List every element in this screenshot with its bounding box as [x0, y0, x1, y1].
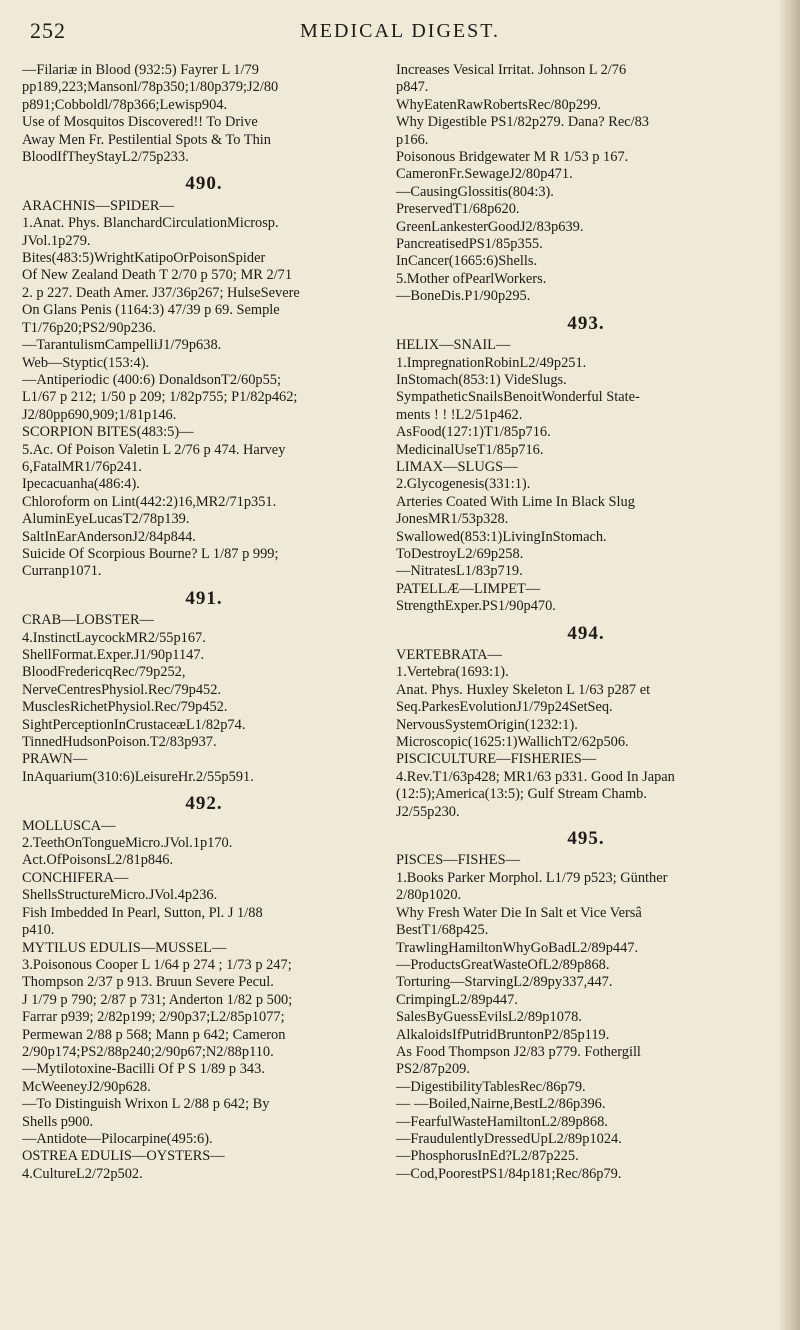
entry-line: Suicide Of Scorpious Bourne? L 1/87 p 999; — [22, 545, 279, 562]
entry-line: Seq.ParkesEvolutionJ1/79p24SetSeq. — [396, 699, 613, 716]
entry-line: ments ! ! !L2/51p462. — [396, 406, 523, 423]
entry-line: ShellsStructureMicro.JVol.4p236. — [22, 887, 218, 904]
entry-line: Permewan 2/88 p 568; Mann p 642; Cameron — [22, 1026, 286, 1043]
entry-line: TrawlingHamiltonWhyGoBadL2/89p447. — [396, 939, 639, 956]
entry-line: 3.Poisonous Cooper L 1/64 p 274 ; 1/73 p 247; — [22, 956, 292, 973]
entry-line: VERTEBRATA— — [396, 647, 502, 663]
page-header — [0, 18, 780, 52]
entry-line: InStomach(853:1) VideSlugs. — [396, 371, 567, 388]
entry-line: McWeeneyJ2/90p628. — [22, 1078, 151, 1095]
section-number: 494. — [567, 622, 605, 644]
entry-line: —ProductsGreatWasteOfL2/89p868. — [396, 956, 610, 973]
entry-line: PreservedT1/68p620. — [396, 201, 520, 218]
entry-line: — —Boiled,Nairne,BestL2/86p396. — [396, 1096, 606, 1113]
entry-line: 2. p 227. Death Amer. J37/36p267; HulseSevere — [22, 284, 300, 301]
entry-line: MedicinalUseT1/85p716. — [396, 441, 544, 458]
entry-line: —Antidote—Pilocarpine(495:6). — [22, 1130, 213, 1147]
entry-line: 2/80p1020. — [396, 887, 462, 904]
entry-line: p410. — [22, 922, 55, 939]
entry-line: J2/55p230. — [396, 803, 460, 820]
entry-line: —Cod,PoorestPS1/84p181;Rec/86p79. — [396, 1165, 622, 1182]
entry-line: JonesMR1/53p328. — [396, 511, 509, 528]
entry-line: CRAB—LOBSTER— — [22, 612, 154, 629]
entry-line: WhyEatenRawRobertsRec/80p299. — [396, 96, 602, 113]
running-title: MEDICAL DIGEST. — [300, 20, 500, 42]
entry-line: SympatheticSnailsBenoitWonderful State- — [396, 389, 640, 406]
entry-line: Chloroform on Lint(442:2)16,MR2/71p351. — [22, 493, 277, 510]
entry-line: —TarantulismCampelliJ1/79p638. — [22, 337, 222, 354]
entry-line: p166. — [396, 131, 429, 148]
entry-line: JVol.1p279. — [22, 232, 91, 249]
entry-line: Bites(483:5)WrightKatipoOrPoisonSpider — [22, 250, 266, 267]
entry-line: p847. — [396, 79, 429, 96]
entry-line: Of New Zealand Death T 2/70 p 570; MR 2/71 — [22, 267, 293, 284]
entry-line: —CausingGlossitis(804:3). — [396, 183, 554, 200]
right-column — [396, 62, 776, 1183]
entry-line: —FearfulWasteHamiltonL2/89p868. — [396, 1113, 608, 1130]
entry-line: PATELLÆ—LIMPET— — [396, 580, 541, 597]
entry-line: CrimpingL2/89p447. — [396, 991, 518, 1008]
section-number: 491. — [185, 587, 223, 609]
entry-line: 4.InstinctLaycockMR2/55p167. — [22, 629, 206, 646]
entry-line: —Mytilotoxine-Bacilli Of P S 1/89 p 343. — [22, 1061, 265, 1078]
entry-line: 1.Anat. Phys. BlanchardCirculationMicrosp. — [22, 215, 279, 232]
entry-line: MusclesRichetPhysiol.Rec/79p452. — [22, 699, 228, 716]
entry-line: —Antiperiodic (400:6) DonaldsonT2/60p55; — [22, 371, 281, 388]
entry-line: ToDestroyL2/69p258. — [396, 545, 524, 562]
entry-line: BestT1/68p425. — [396, 922, 489, 939]
entry-line: 6,FatalMR1/76p241. — [22, 458, 142, 475]
entry-line: 1.Vertebra(1693:1). — [396, 664, 509, 681]
entry-line: L1/67 p 212; 1/50 p 209; 1/82p755; P1/82p462; — [22, 389, 298, 406]
entry-line: —FraudulentlyDressedUpL2/89p1024. — [396, 1130, 622, 1147]
entry-line: MYTILUS EDULIS—MUSSEL— — [22, 939, 227, 956]
entry-line: Why Digestible PS1/82p279. Dana? Rec/83 — [396, 114, 649, 131]
entry-line: Away Men Fr. Pestilential Spots & To Thin — [22, 131, 271, 148]
entry-line: Poisonous Bridgewater M R 1/53 p 167. — [396, 149, 629, 166]
entry-line: CameronFr.SewageJ2/80p471. — [396, 166, 573, 183]
entry-line: SCORPION BITES(483:5)— — [22, 424, 194, 441]
entry-line: —DigestibilityTablesRec/86p79. — [396, 1078, 586, 1095]
entry-line: Shells p900. — [22, 1113, 94, 1130]
page-number: 252 — [30, 18, 66, 43]
entry-line: 5.Mother ofPearlWorkers. — [396, 270, 547, 287]
entry-line: OSTREA EDULIS—OYSTERS— — [22, 1148, 225, 1165]
entry-line: Microscopic(1625:1)WallichT2/62p506. — [396, 734, 629, 751]
entry-line: BloodFredericqRec/79p252, — [22, 664, 186, 681]
entry-line: SalesByGuessEvilsL2/89p1078. — [396, 1009, 582, 1026]
entry-line: 4.CultureL2/72p502. — [22, 1165, 143, 1182]
entry-line: AluminEyeLucasT2/78p139. — [22, 511, 190, 528]
entry-line: LIMAX—SLUGS— — [396, 458, 518, 475]
entry-line: Ipecacuanha(486:4). — [22, 476, 140, 493]
entry-line: Farrar p939; 2/82p199; 2/90p37;L2/85p1077; — [22, 1009, 285, 1026]
entry-line: Arteries Coated With Lime In Black Slug — [396, 493, 635, 510]
entry-line: 1.ImpregnationRobinL2/49p251. — [396, 354, 587, 371]
entry-line: CONCHIFERA— — [22, 869, 129, 886]
entry-line: J2/80pp690,909;1/81p146. — [22, 406, 177, 423]
entry-line: 4.Rev.T1/63p428; MR1/63 p331. Good In Japan — [396, 768, 675, 785]
entry-line: —Filariæ in Blood (932:5) Fayrer L 1/79 — [22, 62, 259, 78]
left-column — [22, 62, 386, 1183]
entry-line: 2/90p174;PS2/88p240;2/90p67;N2/88p110. — [22, 1043, 274, 1060]
entry-line: Act.OfPoisonsL2/81p846. — [22, 852, 174, 869]
entry-line: Thompson 2/37 p 913. Bruun Severe Pecul. — [22, 974, 274, 991]
page-edge-shadow — [780, 0, 800, 1330]
entry-line: —To Distinguish Wrixon L 2/88 p 642; By — [22, 1096, 270, 1113]
entry-line: Increases Vesical Irritat. Johnson L 2/76 — [396, 62, 627, 78]
entry-line: InAquarium(310:6)LeisureHr.2/55p591. — [22, 768, 254, 785]
entry-line: Web—Styptic(153:4). — [22, 354, 150, 371]
entry-line: PRAWN— — [22, 751, 88, 768]
entry-line: PancreatisedPS1/85p355. — [396, 236, 543, 253]
entry-line: T1/76p20;PS2/90p236. — [22, 319, 156, 336]
entry-line: HELIX—SNAIL— — [396, 337, 511, 354]
section-number: 493. — [567, 312, 605, 334]
section-number: 490. — [185, 173, 223, 195]
entry-line: pp189,223;Mansonl/78p350;1/80p379;J2/80 — [22, 79, 279, 96]
entry-line: Torturing—StarvingL2/89py337,447. — [396, 974, 613, 991]
entry-line: Swallowed(853:1)LivingInStomach. — [396, 528, 607, 545]
entry-line: TinnedHudsonPoison.T2/83p937. — [22, 734, 217, 751]
entry-line: Fish Imbedded In Pearl, Sutton, Pl. J 1/88 — [22, 904, 263, 921]
entry-line: On Glans Penis (1164:3) 47/39 p 69. Semple — [22, 302, 280, 319]
entry-line: —NitratesL1/83p719. — [396, 563, 523, 580]
entry-line: AlkaloidsIfPutridBruntonP2/85p119. — [396, 1026, 610, 1043]
entry-line: Anat. Phys. Huxley Skeleton L 1/63 p287 et — [396, 681, 651, 698]
entry-line: J 1/79 p 790; 2/87 p 731; Anderton 1/82 p 500; — [22, 991, 293, 1008]
entry-line: AsFood(127:1)T1/85p716. — [396, 424, 551, 441]
entry-line: —PhosphorusInEd?L2/87p225. — [396, 1148, 579, 1165]
entry-line: SightPerceptionInCrustaceæL1/82p74. — [22, 716, 246, 733]
entry-line: InCancer(1665:6)Shells. — [396, 253, 538, 270]
entry-line: StrengthExper.PS1/90p470. — [396, 598, 556, 615]
entry-line: Use of Mosquitos Discovered!! To Drive — [22, 114, 258, 131]
entry-line: 2.Glycogenesis(331:1). — [396, 476, 531, 493]
entry-line: SaltInEarAndersonJ2/84p844. — [22, 528, 196, 545]
entry-line: 1.Books Parker Morphol. L1/79 p523; Günther — [396, 869, 668, 886]
entry-line: BloodIfTheyStayL2/75p233. — [22, 149, 189, 166]
entry-line: NervousSystemOrigin(1232:1). — [396, 716, 578, 733]
section-number: 495. — [567, 828, 605, 850]
entry-line: (12:5);America(13:5); Gulf Stream Chamb. — [396, 786, 647, 803]
entry-line: As Food Thompson J2/83 p779. Fothergill — [396, 1043, 641, 1060]
entry-line: PISCES—FISHES— — [396, 852, 520, 869]
entry-line: Why Fresh Water Die In Salt et Vice Versâ — [396, 904, 642, 921]
entry-line: —BoneDis.P1/90p295. — [396, 288, 531, 305]
section-number: 492. — [185, 793, 223, 815]
entry-line: ShellFormat.Exper.J1/90p1147. — [22, 647, 205, 663]
entry-line: 2.TeethOnTongueMicro.JVol.1p170. — [22, 835, 233, 852]
entry-line: ARACHNIS—SPIDER— — [22, 197, 174, 214]
entry-line: PISCICULTURE—FISHERIES— — [396, 751, 597, 768]
entry-line: p891;Cobboldl/78p366;Lewisp904. — [22, 96, 228, 113]
entry-line: MOLLUSCA— — [22, 817, 116, 834]
entry-line: 5.Ac. Of Poison Valetin L 2/76 p 474. Harvey — [22, 441, 286, 458]
entry-line: NerveCentresPhysiol.Rec/79p452. — [22, 681, 222, 698]
entry-line: GreenLankesterGoodJ2/83p639. — [396, 218, 584, 235]
entry-line: Curranp1071. — [22, 563, 102, 580]
entry-line: PS2/87p209. — [396, 1061, 470, 1078]
